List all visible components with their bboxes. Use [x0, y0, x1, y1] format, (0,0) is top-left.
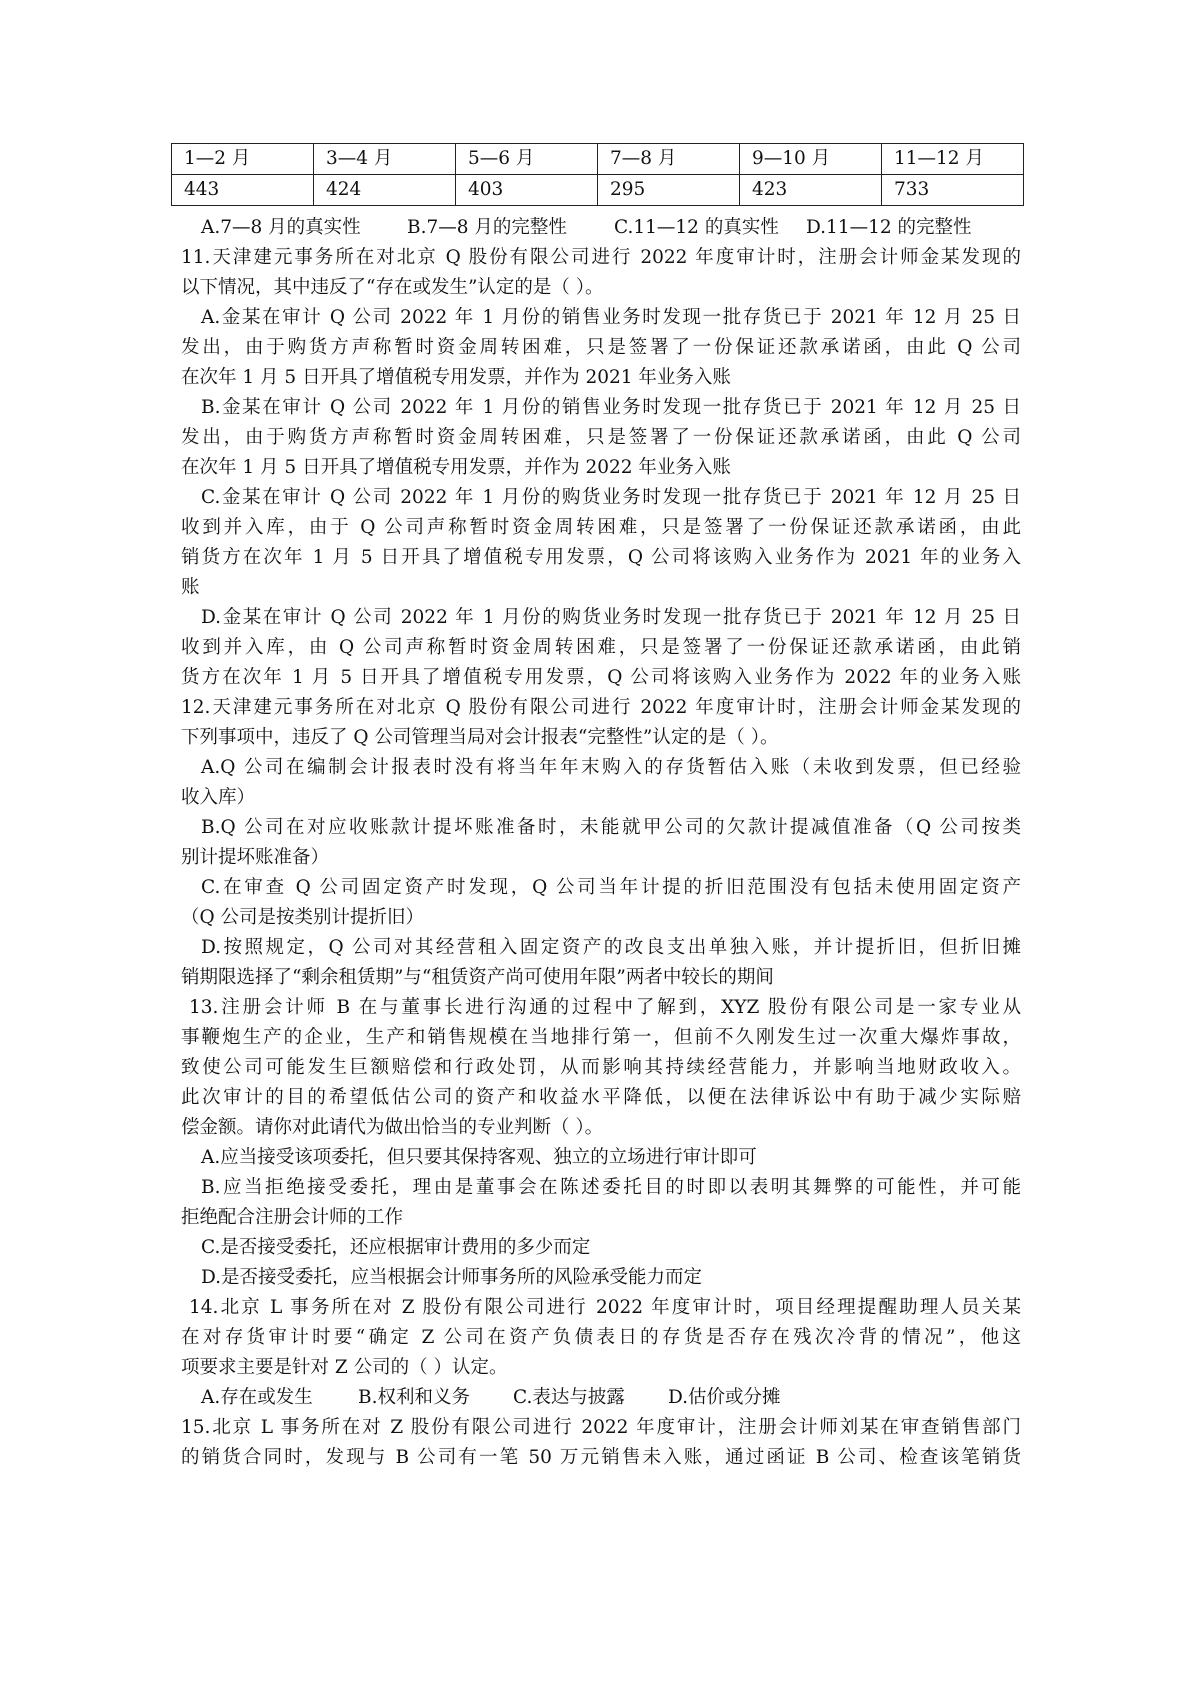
- q11-option-c-line: 账: [181, 577, 200, 598]
- q11-option-d-line: D.金某在审计 Q 公司 2022 年 1 月份的购货业务时发现一批存货已于 2021 年 12 月 25 日: [201, 607, 1021, 628]
- q12-option-b-line: B.Q 公司在对应收账款计提坏账准备时，未能就甲公司的欠款计提减值准备（Q 公司按类: [201, 817, 1021, 838]
- q12-stem-line: 12.天津建元事务所在对北京 Q 股份有限公司进行 2022 年度审计时，注册会计师金某发现的: [181, 697, 1021, 718]
- q11-option-c-line: C.金某在审计 Q 公司 2022 年 1 月份的购货业务时发现一批存货已于 2021 年 12 月 25 日: [201, 487, 1021, 508]
- table-cell: 733: [882, 175, 1024, 206]
- q13-stem-line: 致使公司可能发生巨额赔偿和行政处罚，从而影响其持续经营能力，并影响当地财政收入。: [181, 1057, 1021, 1078]
- q11-option-b-line: B.金某在审计 Q 公司 2022 年 1 月份的销售业务时发现一批存货已于 2021 年 12 月 25 日: [201, 397, 1021, 418]
- table-cell: 443: [172, 175, 314, 206]
- q12-stem-line: 下列事项中，违反了 Q 公司管理当局对会计报表“完整性”认定的是（ ）。: [181, 727, 779, 748]
- q13-option-b-line: B.应当拒绝接受委托，理由是董事会在陈述委托目的时即以表明其舞弊的可能性，并可能: [201, 1177, 1021, 1198]
- q11-option-c-line: 收到并入库，由于 Q 公司声称暂时资金周转困难，只是签署了一份保证还款承诺函，由此: [181, 517, 1021, 538]
- q11-stem-line: 11.天津建元事务所在对北京 Q 股份有限公司进行 2022 年度审计时，注册会计师金某发现的: [181, 247, 1021, 268]
- q11-option-d-line: 货方在次年 1 月 5 日开具了增值税专用发票，Q 公司将该购入业务作为 2022 年的业务入账: [181, 667, 1021, 688]
- q11-option-a-line: 在次年 1 月 5 日开具了增值税专用发票，并作为 2021 年业务入账: [181, 367, 731, 388]
- table-value-row: [172, 175, 1024, 206]
- q14-stem-line: 在对存货审计时要“确定 Z 公司在资产负债表日的存货是否存在残次冷背的情况”，他这: [181, 1327, 1021, 1348]
- q12-option-b-line: 别计提坏账准备）: [181, 847, 330, 868]
- q15-stem-line: 15.北京 L 事务所在对 Z 股份有限公司进行 2022 年度审计，注册会计师刘某在审查销售部门: [181, 1417, 1021, 1438]
- q14-option-b: B.权利和义务: [358, 1387, 470, 1408]
- table-cell: 403: [456, 175, 598, 206]
- q10-option-c: C.11—12 的真实性: [614, 217, 779, 238]
- table-cell: 9—10 月: [740, 144, 882, 175]
- q13-stem-line: 事鞭炮生产的企业，生产和销售规模在当地排行第一，但前不久刚发生过一次重大爆炸事故，: [181, 1027, 1021, 1048]
- q11-stem-line: 以下情况，其中违反了“存在或发生”认定的是（ ）。: [181, 277, 604, 298]
- table-cell: 7—8 月: [598, 144, 740, 175]
- q13-stem-line: 偿金额。请你对此请代为做出恰当的专业判断（ ）。: [181, 1117, 604, 1138]
- q13-option-c: C.是否接受委托，还应根据审计费用的多少而定: [201, 1237, 591, 1258]
- q14-stem-line: 项要求主要是针对 Z 公司的（ ）认定。: [181, 1357, 508, 1378]
- q12-option-a-line: 收入库）: [181, 787, 256, 808]
- q12-option-c-line: （Q 公司是按类别计提折旧）: [181, 907, 425, 928]
- q14-option-d: D.估价或分摊: [668, 1387, 781, 1408]
- q14-option-a: A.存在或发生: [201, 1387, 313, 1408]
- table-cell: 423: [740, 175, 882, 206]
- q10-option-d: D.11—12 的完整性: [806, 217, 972, 238]
- table-cell: 5—6 月: [456, 144, 598, 175]
- q13-stem-line: 13.注册会计师 B 在与董事长进行沟通的过程中了解到，XYZ 股份有限公司是一家专业从: [189, 997, 1021, 1018]
- q15-stem-line: 的销货合同时，发现与 B 公司有一笔 50 万元销售未入账，通过函证 B 公司、检查该笔销货: [181, 1447, 1021, 1468]
- q11-option-a-line: 发出，由于购货方声称暂时资金周转困难，只是签署了一份保证还款承诺函，由此 Q 公司: [181, 337, 1021, 358]
- q13-stem-line: 此次审计的目的希望低估公司的资产和收益水平降低，以便在法律诉讼中有助于减少实际赔: [181, 1087, 1021, 1108]
- table-cell: 11—12 月: [882, 144, 1024, 175]
- q13-option-a: A.应当接受该项委托，但只要其保持客观、独立的立场进行审计即可: [201, 1147, 757, 1168]
- q14-stem-line: 14.北京 L 事务所在对 Z 股份有限公司进行 2022 年度审计时，项目经理提醒助理人员关某: [189, 1297, 1021, 1318]
- table-cell: 424: [314, 175, 456, 206]
- q12-option-a-line: A.Q 公司在编制会计报表时没有将当年年末购入的存货暂估入账（未收到发票，但已经验: [201, 757, 1021, 778]
- q12-option-d-line: 销期限选择了“剩余租赁期”与“租赁资产尚可使用年限”两者中较长的期间: [181, 967, 774, 988]
- q12-option-d-line: D.按照规定，Q 公司对其经营租入固定资产的改良支出单独入账，并计提折旧，但折旧摊: [201, 937, 1021, 958]
- q11-option-c-line: 销货方在次年 1 月 5 日开具了增值税专用发票，Q 公司将该购入业务作为 2021 年的业务入: [181, 547, 1021, 568]
- q11-option-d-line: 收到并入库，由 Q 公司声称暂时资金周转困难，只是签署了一份保证还款承诺函，由此销: [181, 637, 1021, 658]
- table-header-row: [172, 144, 1024, 175]
- bimonthly-sales-table: [171, 143, 1024, 206]
- q11-option-b-line: 在次年 1 月 5 日开具了增值税专用发票，并作为 2022 年业务入账: [181, 457, 731, 478]
- q13-option-d: D.是否接受委托，应当根据会计师事务所的风险承受能力而定: [201, 1267, 703, 1288]
- table-cell: 295: [598, 175, 740, 206]
- q13-option-b-line: 拒绝配合注册会计师的工作: [181, 1207, 404, 1228]
- q10-option-b: B.7—8 月的完整性: [407, 217, 567, 238]
- table-cell: 1—2 月: [172, 144, 314, 175]
- q14-option-c: C.表达与披露: [513, 1387, 625, 1408]
- q10-option-a: A.7—8 月的真实性: [201, 217, 361, 238]
- q12-option-c-line: C.在审查 Q 公司固定资产时发现，Q 公司当年计提的折旧范围没有包括未使用固定资产: [201, 877, 1021, 898]
- q11-option-a-line: A.金某在审计 Q 公司 2022 年 1 月份的销售业务时发现一批存货已于 2021 年 12 月 25 日: [201, 307, 1021, 328]
- table-cell: 3—4 月: [314, 144, 456, 175]
- q11-option-b-line: 发出，由于购货方声称暂时资金周转困难，只是签署了一份保证还款承诺函，由此 Q 公司: [181, 427, 1021, 448]
